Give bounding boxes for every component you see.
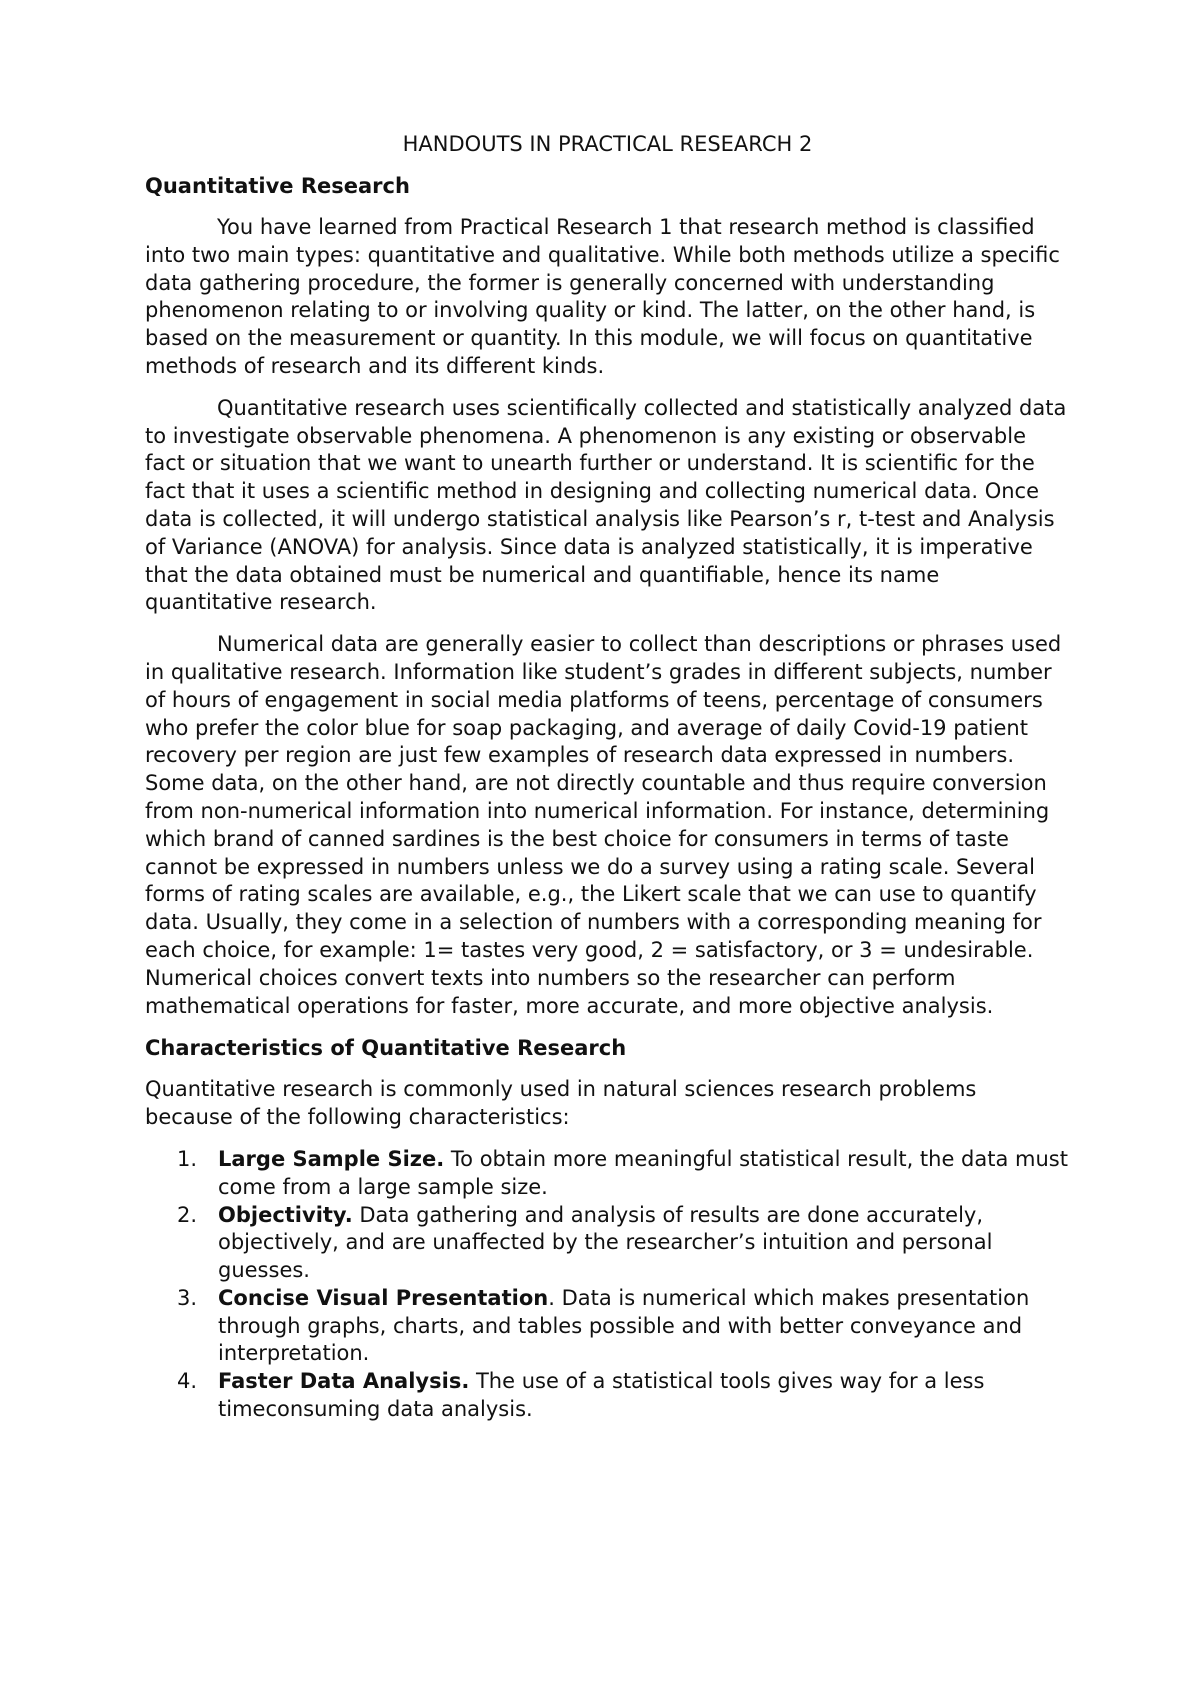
list-item <box>145 1368 1070 1424</box>
list-item-text: . Data is numerical which makes presentation through graphs, charts, and tables possible and with better conveyance and interpretation. <box>218 1285 1030 1366</box>
paragraph-intro: You have learned from Practical Research 1 that research method is classified into two main types: quantitative and qualitative. While both methods utilize a specific data gathering procedure, the former is generally concerned with understanding phenomenon relating to or involving quality or kind. The latter, on the other hand, is based on the measurement or quantity. In this module, we will focus on quantitative methods of research and its different kinds. <box>145 215 1060 378</box>
list-item-term: Concise Visual Presentation <box>218 1285 549 1310</box>
list-item <box>145 1146 1070 1202</box>
list-item-number: 4. <box>177 1369 198 1394</box>
list-item-text: Data gathering and analysis of results are done accurately, objectively, and are unaffected by the researcher’s intuition and personal guesses. <box>218 1202 993 1283</box>
document-page <box>145 130 1070 1424</box>
list-item <box>145 1202 1070 1285</box>
list-item-number: 1. <box>177 1146 198 1171</box>
list-item-term: Objectivity. <box>218 1202 353 1227</box>
list-item <box>145 1285 1070 1368</box>
paragraph-characteristics-intro: Quantitative research is commonly used in natural sciences research problems because of the following characteristics: <box>145 1077 977 1130</box>
document-title: HANDOUTS IN PRACTICAL RESEARCH 2 <box>402 132 813 156</box>
paragraph-numerical-data: Numerical data are generally easier to collect than descriptions or phrases used in qualitative research. Information like student’s grades in different subjects, number of hours of engagement in social media platforms of teens, percentage of consumers who prefer the color blue for soap packaging, and average of daily Covid-19 patient recovery per region are just few examples of research data expressed in numbers. Some data, on the other hand, are not directly countable and thus require conversion from non-numerical information into numerical information. For instance, determining which brand of canned sardines is the best choice for consumers in terms of taste cannot be expressed in numbers unless we do a survey using a rating scale. Several forms of rating scales are available, e.g., the Likert scale that we can use to quantify data. Usually, they come in a selection of numbers with a corresponding meaning for each choice, for example: 1= tastes very good, 2 = satisfactory, or 3 = undesirable. Numerical choices convert texts into numbers so the researcher can perform mathematical operations for faster, more accurate, and more objective analysis. <box>145 632 1062 1018</box>
list-item-number: 2. <box>177 1202 198 1227</box>
paragraph-definition: Quantitative research uses scientifically collected and statistically analyzed data to investigate observable phenomena. A phenomenon is any existing or observable fact or situation that we want to unearth further or understand. It is scientific for the fact that it uses a scientific method in designing and collecting numerical data. Once data is collected, it will undergo statistical analysis like Pearson’s r, t-test and Analysis of Variance (ANOVA) for analysis. Since data is analyzed statistically, it is imperative that the data obtained must be numerical and quantifiable, hence its name quantitative research. <box>145 395 1067 615</box>
list-item-number: 3. <box>177 1285 198 1310</box>
list-item-text: The use of a statistical tools gives way for a less timeconsuming data analysis. <box>218 1369 985 1422</box>
list-item-term: Large Sample Size. <box>218 1146 445 1171</box>
section-heading-quantitative-research: Quantitative Research <box>145 174 410 198</box>
characteristics-list <box>145 1146 1070 1424</box>
list-item-text: To obtain more meaningful statistical result, the data must come from a large sample size. <box>218 1146 1068 1199</box>
list-item-term: Faster Data Analysis. <box>218 1369 470 1394</box>
section-heading-characteristics: Characteristics of Quantitative Research <box>145 1036 627 1061</box>
